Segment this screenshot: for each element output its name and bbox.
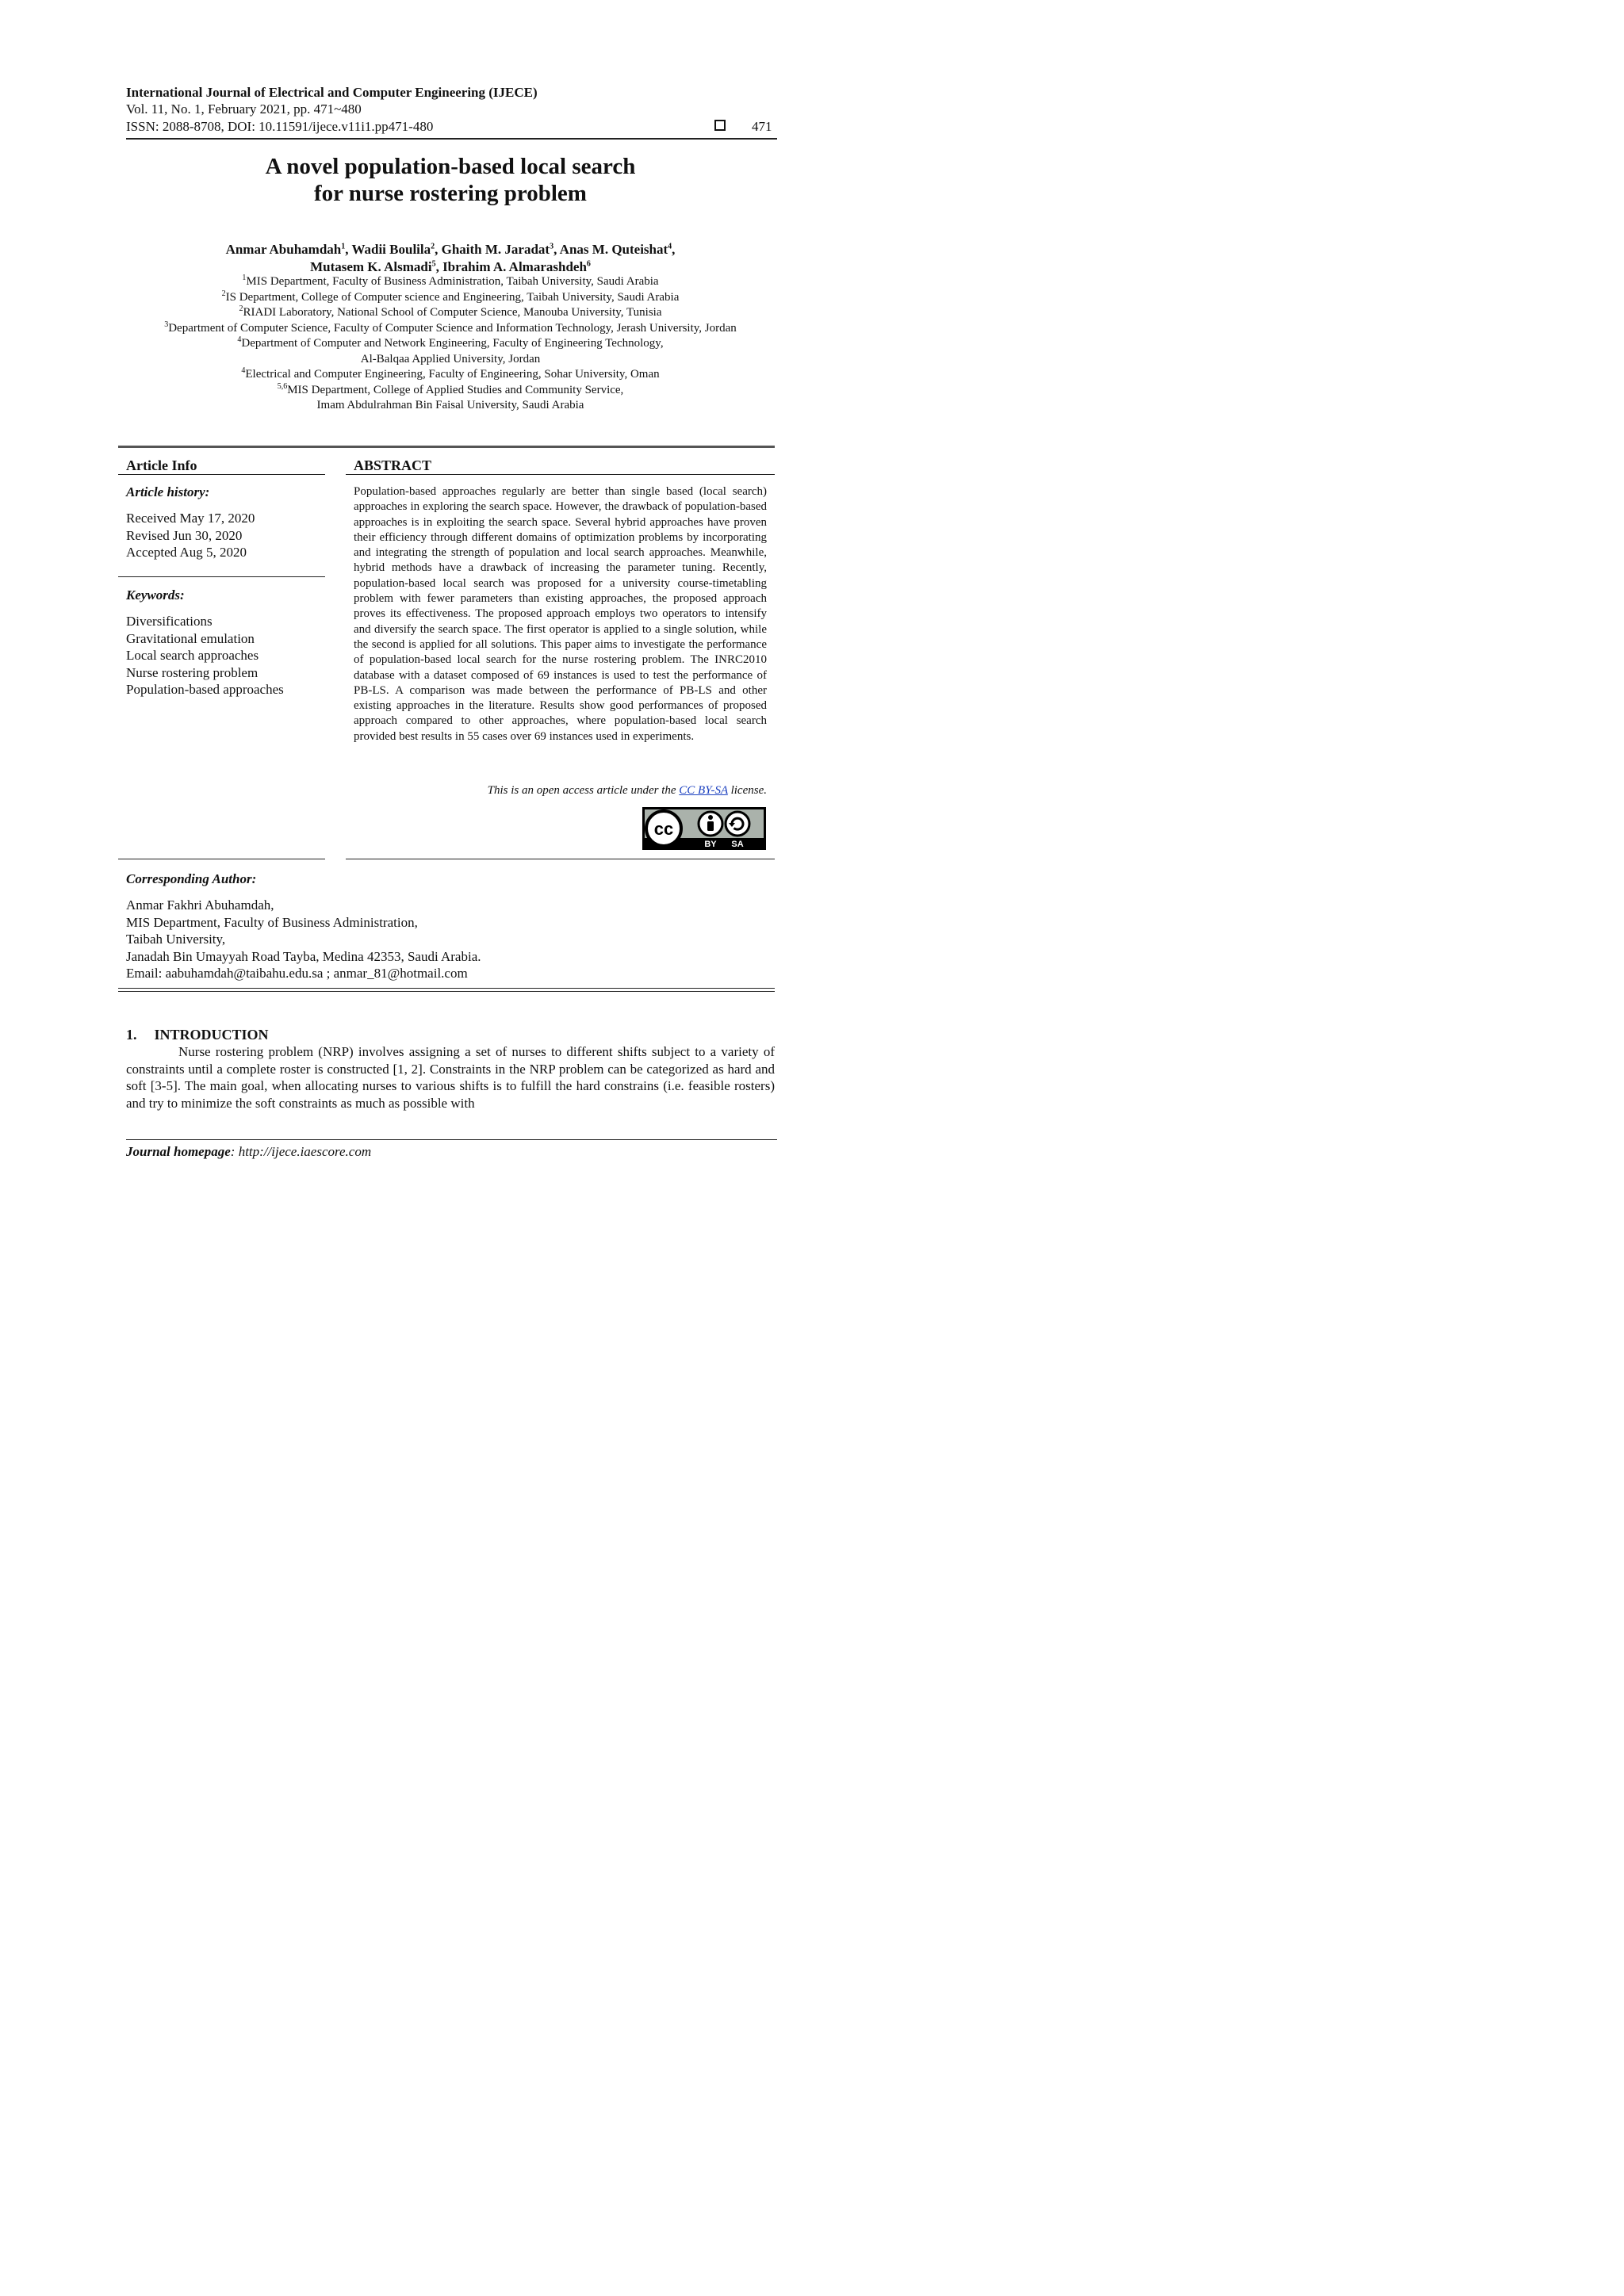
author-name: Ibrahim A. Almarashdeh — [442, 259, 587, 274]
corresponding-line: Email: aabuhamdah@taibahu.edu.sa ; anmar_81@hotmail.com — [126, 966, 468, 981]
author-sup: 2 — [431, 242, 435, 251]
affiliation-line — [0, 383, 901, 399]
corresponding-line: Janadah Bin Umayyah Road Tayba, Medina 42353, Saudi Arabia. — [126, 948, 481, 964]
affiliation-text: Electrical and Computer Engineering, Faculty of Engineering, Sohar University, Oman — [245, 368, 660, 381]
keyword: Gravitational emulation — [126, 630, 255, 646]
corresponding-line: MIS Department, Faculty of Business Administration, — [126, 914, 418, 930]
affiliation-text: IS Department, College of Computer science and Engineering, Taibah University, Saudi Arabia — [225, 290, 680, 304]
author-name: Wadii Boulila — [351, 242, 431, 257]
box-bottom-rule-1 — [118, 988, 775, 989]
keyword: Diversifications — [126, 614, 213, 629]
author-name: Anas M. Quteishat — [559, 242, 668, 257]
author-name: Mutasem K. Alsmadi — [310, 259, 432, 274]
author-sup: 5 — [431, 259, 436, 269]
affiliation-text: MIS Department, Faculty of Business Administration, Taibah University, Saudi Arabia — [246, 275, 659, 288]
paper-title-line2: for nurse rostering problem — [314, 181, 587, 206]
affiliation-sup: 4 — [241, 366, 246, 375]
affiliation-line — [0, 305, 901, 321]
paper-title-line1: A novel population-based local search — [265, 154, 636, 179]
abstract-text: Population-based approaches regularly are better than single based (local search) approaches in exploring the search space. However, the drawback of population-based approaches is in exploiting the search space. Several hybrid approaches have proven their efficiency through different domains of optimization problems by incorporating and integrating the strength of population and local search approaches. Meanwhile, hybrid methods have a drawback of increasing the parameter tuning. Recently, population-based local search was proposed for a university course-timetabling problem with fewer parameters than existing approaches, the proposed approach proves its effectiveness. The proposed approach employs two operators to intensify and diversify the search space. The first operator is applied to a single solution, while the second is applied for all solutions. This paper aims to investigate the performance of population-based local search for the nurse rostering problem. The INRC2010 database with a dataset composed of 69 instances is used to test the performance of PB-LS. A comparison was made between the performance of PB-LS and other existing approaches in the literature. Results show good performances of proposed approach compared to other approaches, where population-based local search provided best results in 55 cases over 69 instances used in experiments. — [354, 485, 767, 743]
badge-sa-label: SA — [731, 840, 744, 849]
intro-paragraph: Nurse rostering problem (NRP) involves assigning a set of nurses to different shifts subject to a variety of constraints until a complete roster is constructed [1, 2]. Constraints in the NRP problem can be categorized as hard and soft [3-5]. The main goal, when allocating nurses to various shifts is to fulfill the hard constrains (i.e. feasible rosters) and try to minimize the soft constraints as much as possible with — [126, 1044, 775, 1111]
author-name: Anmar Abuhamdah — [225, 242, 342, 257]
affiliation-line — [0, 274, 901, 290]
license-prefix: This is an open access article under the — [487, 784, 680, 797]
footer-rule — [126, 1139, 777, 1140]
sa-share-icon — [726, 812, 749, 836]
badge-by-label: BY — [704, 840, 717, 849]
authors-line1: Anmar Abuhamdah$^1$, Wadii Boulila$^2$, Ghaith M. Jaradat$^3$, Anas M. Quteishat$^4$, — [225, 242, 676, 257]
keyword: Nurse rostering problem — [126, 664, 259, 680]
affiliation-sup: 2 — [239, 304, 243, 313]
keyword: Local search approaches — [126, 648, 259, 663]
author-name: Ghaith M. Jaradat — [441, 242, 550, 257]
footer-url[interactable]: : http://ijece.iaescore.com — [230, 1144, 372, 1159]
author-sup: 4 — [668, 242, 672, 251]
corresponding-line: Taibah University, — [126, 932, 226, 947]
author-sup: 3 — [550, 242, 554, 251]
affiliation-sup: 4 — [237, 335, 242, 344]
affiliation-text: MIS Department, College of Applied Studies and Community Service, — [287, 383, 624, 396]
affiliation-text: Department of Computer Science, Faculty of Computer Science and Information Technology, Jerash University, Jordan — [168, 321, 737, 335]
author-sup: 6 — [586, 259, 591, 269]
affiliation-text: Imam Abdulrahman Bin Faisal University, Saudi Arabia — [316, 399, 584, 411]
section-heading — [126, 1027, 269, 1043]
footer-line — [126, 1144, 371, 1160]
history-rule — [118, 576, 325, 577]
corresponding-line: Anmar Fakhri Abuhamdah, — [126, 897, 274, 913]
issn-line: ISSN: 2088-8708, DOI: 10.11591/ijece.v11i1.pp471-480 — [126, 119, 434, 134]
affiliation-line — [0, 336, 901, 352]
cc-by-sa-badge[interactable] — [642, 807, 766, 850]
license-line — [354, 783, 767, 798]
section-number: 1. — [126, 1027, 137, 1043]
box-top-rule — [118, 446, 775, 448]
article-info-rule — [118, 474, 325, 475]
corresponding-heading: Corresponding Author: — [126, 871, 257, 886]
corresponding-details — [126, 897, 481, 982]
revised-date: Revised Jun 30, 2020 — [126, 527, 243, 543]
footer-label: Journal homepage — [126, 1144, 231, 1159]
box-bottom-rule-2 — [118, 991, 775, 992]
affiliation-sup: 1 — [242, 274, 247, 282]
box-icon — [714, 120, 726, 131]
affiliation-sup: 5,6 — [277, 381, 288, 391]
abstract-rule — [346, 474, 775, 475]
affiliation-text: Department of Computer and Network Engineering, Faculty of Engineering Technology, — [241, 337, 664, 350]
header-rule — [126, 138, 777, 140]
accepted-date: Accepted Aug 5, 2020 — [126, 545, 247, 560]
article-info-heading: Article Info — [126, 457, 197, 473]
abstract-heading: ABSTRACT — [354, 457, 432, 473]
journal-name: International Journal of Electrical and Computer Engineering (IJECE) — [126, 85, 538, 100]
keyword: Population-based approaches — [126, 682, 284, 697]
authors-line2: Mutasem K. Alsmadi$^5$, Ibrahim A. Almarashdeh$^6$ — [310, 259, 591, 274]
affiliation-sup: 3 — [164, 320, 169, 329]
affiliation-line — [0, 321, 901, 337]
keywords-list — [126, 613, 284, 698]
keywords-heading: Keywords: — [126, 587, 185, 603]
license-suffix: license. — [727, 784, 767, 797]
affiliation-text: Al-Balqaa Applied University, Jordan — [360, 352, 541, 365]
affiliation-line — [0, 398, 901, 414]
affiliation-text: RIADI Laboratory, National School of Computer Science, Manouba University, Tunisia — [243, 306, 662, 319]
received-date: Received May 17, 2020 — [126, 511, 255, 526]
author-sup: 1 — [341, 242, 346, 251]
history-heading: Article history: — [126, 484, 210, 499]
section-title: INTRODUCTION — [154, 1027, 269, 1043]
cc-by-sa-link[interactable]: CC BY-SA — [679, 784, 728, 797]
page-number: 471 — [752, 119, 772, 134]
affiliation-line — [0, 367, 901, 383]
cc-icon-text: cc — [653, 819, 674, 839]
affiliation-line — [0, 352, 901, 368]
history-list — [126, 510, 255, 561]
affiliation-line — [0, 290, 901, 306]
affiliation-sup: 2 — [221, 289, 226, 298]
volume-line: Vol. 11, No. 1, February 2021, pp. 471~480 — [126, 101, 362, 117]
